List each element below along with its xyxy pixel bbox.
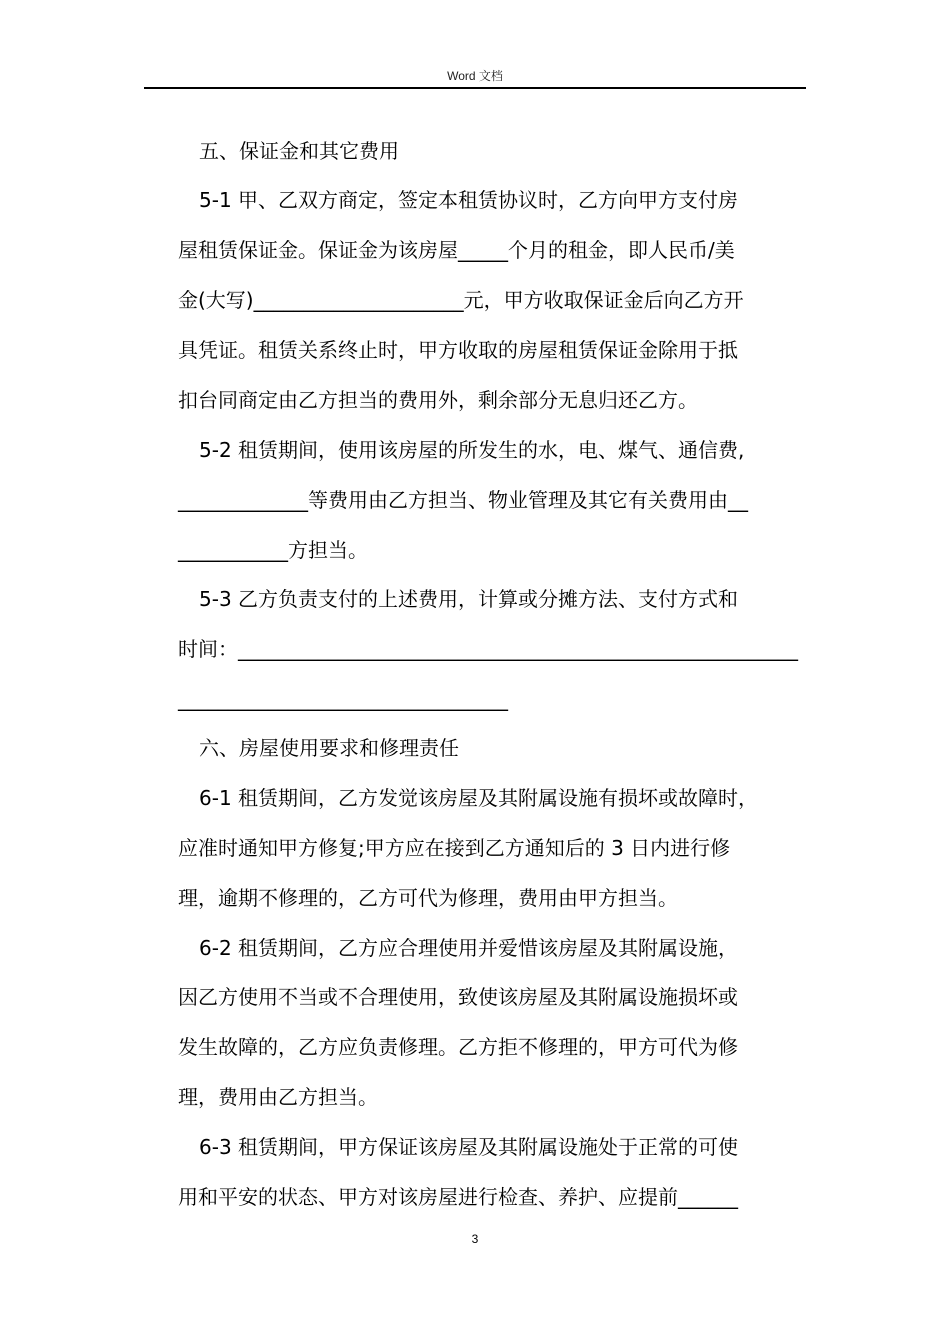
clause-5-2-line: 5-2 租赁期间，使用该房屋的所发生的水，电、煤气、通信费, — [199, 438, 745, 462]
clause-5-2-line: _____________等费用由乙方担当、物业管理及其它有关费用由__ — [178, 488, 748, 512]
clause-6-2-line: 理，费用由乙方担当。 — [178, 1085, 378, 1109]
clause-6-2-line: 6-2 租赁期间，乙方应合理使用并爱惜该房屋及其附属设施， — [199, 936, 739, 960]
clause-6-1-line: 6-1 租赁期间，乙方发觉该房屋及其附属设施有损坏或故障时， — [199, 786, 759, 810]
section-heading-5: 五、保证金和其它费用 — [199, 139, 399, 163]
page-number: 3 — [471, 1232, 479, 1246]
page-header-title: Word 文档 — [447, 69, 503, 83]
clause-5-2-line: ___________方担当。 — [178, 538, 368, 562]
clause-5-1-line: 5-1 甲、乙双方商定，签定本租赁协议时，乙方向甲方支付房 — [199, 188, 739, 212]
clause-5-3-line: _________________________________ — [178, 687, 508, 711]
clause-6-2-line: 因乙方使用不当或不合理使用，致使该房屋及其附属设施损坏或 — [178, 985, 738, 1009]
clause-5-1-line: 具凭证。租赁关系终止时，甲方收取的房屋租赁保证金除用于抵 — [178, 338, 738, 362]
header-divider — [144, 87, 806, 89]
clause-6-3-line: 用和平安的状态、甲方对该房屋进行检查、养护、应提前______ — [178, 1185, 738, 1209]
clause-5-3-line: 时间：________________________________________________________ — [178, 637, 798, 661]
clause-6-1-line: 应准时通知甲方修复;甲方应在接到乙方通知后的 3 日内进行修 — [178, 836, 731, 860]
clause-5-1-line: 金(大写)_____________________元，甲方收取保证金后向乙方开 — [178, 288, 744, 312]
clause-5-1-line: 屋租赁保证金。保证金为该房屋_____个月的租金，即人民币/美 — [178, 238, 735, 262]
clause-5-3-line: 5-3 乙方负责支付的上述费用，计算或分摊方法、支付方式和 — [199, 587, 739, 611]
clause-6-1-line: 理，逾期不修理的，乙方可代为修理，费用由甲方担当。 — [178, 886, 678, 910]
clause-6-3-line: 6-3 租赁期间，甲方保证该房屋及其附属设施处于正常的可使 — [199, 1135, 739, 1159]
clause-6-2-line: 发生故障的，乙方应负责修理。乙方拒不修理的，甲方可代为修 — [178, 1035, 738, 1059]
section-heading-6: 六、房屋使用要求和修理责任 — [199, 736, 459, 760]
clause-5-1-line: 扣台同商定由乙方担当的费用外，剩余部分无息归还乙方。 — [178, 388, 698, 412]
